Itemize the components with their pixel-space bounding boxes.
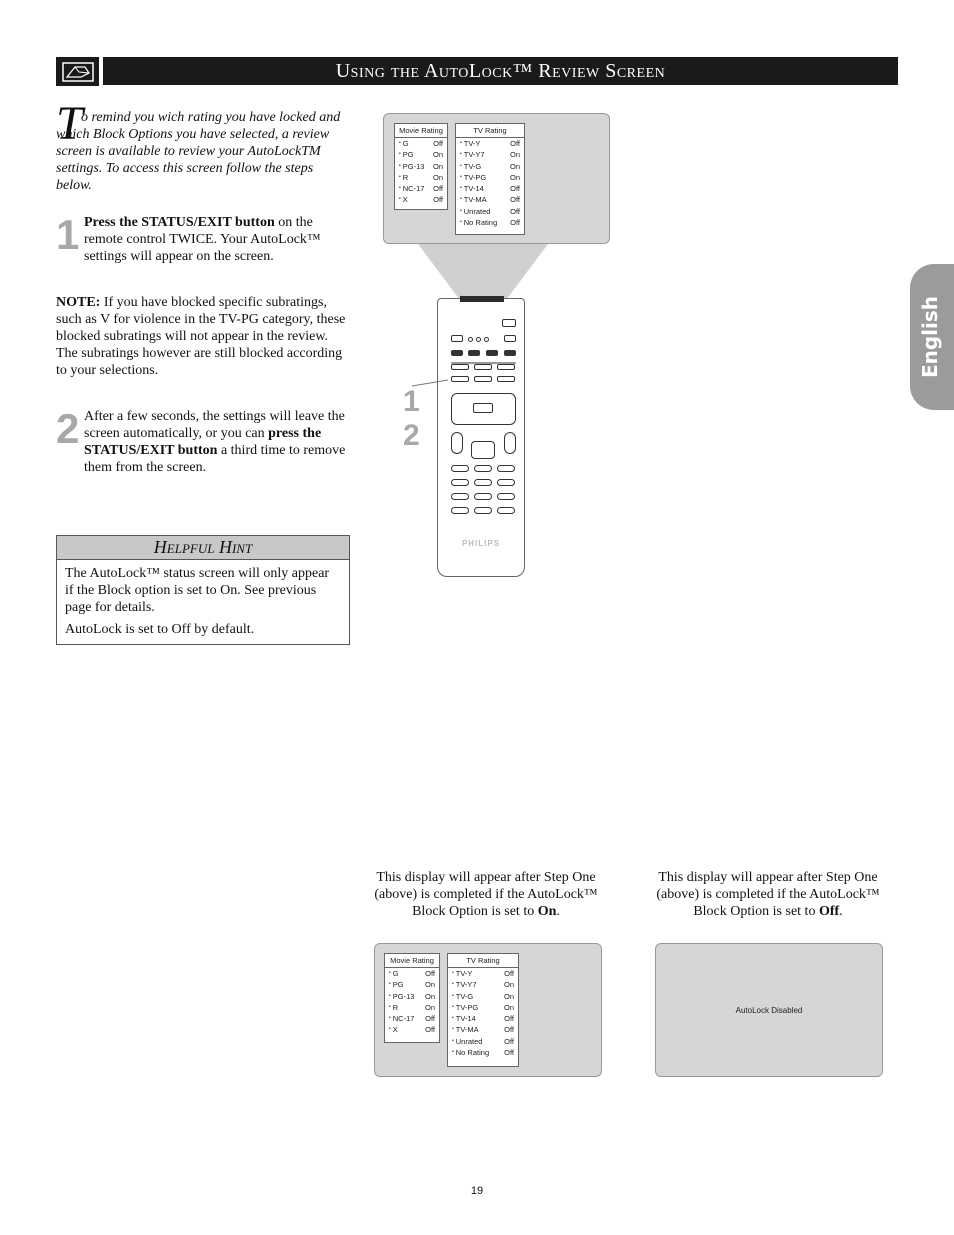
rating-name: • PG-13 <box>399 161 424 172</box>
page-number: 19 <box>470 1185 484 1197</box>
tv-rating-row <box>456 161 524 172</box>
rating-name: • X <box>399 194 408 205</box>
rating-value: Off <box>510 218 520 228</box>
helpful-hint-body <box>57 560 349 638</box>
rating-value: Off <box>425 969 435 978</box>
status-exit-button[interactable] <box>451 376 469 382</box>
remote-button[interactable] <box>504 350 516 356</box>
tv-rating-row <box>448 1013 518 1024</box>
rating-value: On <box>503 991 514 1001</box>
rating-value: Off <box>504 1025 514 1035</box>
remote-button[interactable] <box>474 364 492 370</box>
rating-name: • No Rating <box>460 217 497 228</box>
rating-name: • R <box>389 1002 398 1013</box>
language-tab-label: English <box>918 295 943 379</box>
callout-number-1: 1 <box>403 385 420 418</box>
tv-rating-row <box>456 206 524 217</box>
step-1-bold: Press the STATUS/EXIT button <box>84 215 275 230</box>
tv-rating-row <box>456 183 524 194</box>
rating-value: Off <box>510 195 520 205</box>
movie-rating-header: Movie Rating <box>395 124 447 138</box>
tv-rating-header: TV Rating <box>448 954 518 968</box>
rating-value: On <box>509 161 520 171</box>
step-2-text <box>84 408 346 476</box>
remote-button[interactable] <box>451 350 463 356</box>
tv-rating-row <box>456 138 524 149</box>
rating-name: • TV-MA <box>460 194 487 205</box>
digit-button[interactable] <box>474 493 492 500</box>
rating-value: On <box>509 172 520 182</box>
rating-value: On <box>503 980 514 990</box>
rating-value: Off <box>510 206 520 216</box>
tv-rating-column <box>447 953 519 1067</box>
remote-button[interactable] <box>476 337 481 342</box>
remote-ir-window <box>460 296 504 302</box>
tv-rating-column <box>455 123 525 235</box>
tv-rating-row <box>456 194 524 205</box>
rating-name: • PG <box>399 149 414 160</box>
rating-name: • G <box>399 138 409 149</box>
rating-name: • PG-13 <box>389 991 414 1002</box>
rating-name: • TV-14 <box>460 183 484 194</box>
remote-brand-logo: PHILIPS <box>461 539 501 548</box>
page-title: Using the AutoLock™ Review Screen <box>103 57 898 85</box>
movie-rating-header: Movie Rating <box>385 954 439 968</box>
caption-on <box>366 869 606 920</box>
remote-button[interactable] <box>451 364 469 370</box>
rating-name: • PG <box>389 979 404 990</box>
caption-off-bold: Off <box>818 904 840 919</box>
caption-on-end: . <box>556 904 560 919</box>
rating-value: On <box>424 991 435 1001</box>
caption-on-text: This display will appear after Step One (above) is completed if the AutoLock™ Block Option is set to <box>374 870 598 919</box>
tv-screen-block-on <box>374 943 602 1077</box>
digit-button[interactable] <box>497 479 515 486</box>
rating-value: Off <box>504 1014 514 1024</box>
rating-name: • No Rating <box>452 1047 489 1058</box>
rating-value: Off <box>433 184 443 194</box>
rating-value: On <box>424 980 435 990</box>
step-2-bold: press the STATUS/EXIT button <box>84 426 322 458</box>
movie-rating-row <box>385 1002 439 1013</box>
rating-value: On <box>424 1002 435 1012</box>
intro-text: o remind you wich rating you have locked and which Block Options you have selected, a review screen is available to review your AutoLockTM settings. To access this screen follow the steps below. <box>56 110 341 193</box>
tv-rating-row <box>456 217 524 228</box>
rating-value: Off <box>433 195 443 205</box>
rating-name: • TV-Y7 <box>460 149 485 160</box>
language-tab <box>910 264 954 410</box>
remote-button[interactable] <box>486 350 498 356</box>
tv-rating-row <box>448 1024 518 1035</box>
helpful-hint-title: Helpful Hint <box>57 536 349 560</box>
volume-rocker[interactable] <box>451 432 463 454</box>
menu-button[interactable] <box>474 376 492 382</box>
remote-hand-icon <box>61 61 95 83</box>
rating-name: • Unrated <box>452 1036 482 1047</box>
digit-button[interactable] <box>451 493 469 500</box>
rating-name: • NC-17 <box>399 183 424 194</box>
movie-rating-row <box>395 161 447 172</box>
remote-button[interactable] <box>497 364 515 370</box>
rating-name: • X <box>389 1024 398 1035</box>
movie-rating-column <box>384 953 440 1043</box>
note-text <box>56 294 346 379</box>
digit-button[interactable] <box>497 493 515 500</box>
remote-button[interactable] <box>497 507 515 514</box>
digit-button[interactable] <box>474 507 492 514</box>
step-1-text <box>84 214 346 265</box>
step-2-part1: After a few seconds, the settings will leave the screen automatically, or you can <box>84 409 345 441</box>
rating-name: • NC-17 <box>389 1013 414 1024</box>
digit-button[interactable] <box>474 465 492 472</box>
step-2-number: 2 <box>56 405 80 452</box>
rating-value: Off <box>510 184 520 194</box>
step-2-part2: a third time to remove them from the screen. <box>84 443 346 475</box>
movie-rating-row <box>395 183 447 194</box>
rating-value: Off <box>504 1048 514 1058</box>
step-1-rest: on the remote control TWICE. Your AutoLock™ settings will appear on the screen. <box>84 215 321 264</box>
remote-button[interactable] <box>468 337 473 342</box>
projection-beam <box>418 244 548 304</box>
rating-value: On <box>432 150 443 160</box>
digit-button[interactable] <box>474 479 492 486</box>
rating-name: • TV-14 <box>452 1013 476 1024</box>
rating-name: • Unrated <box>460 206 490 217</box>
remote-button[interactable] <box>468 350 480 356</box>
hint-paragraph-1: The AutoLock™ status screen will only appear if the Block option is set to On. See previous page for details. <box>65 566 330 615</box>
caption-off-end: . <box>839 904 843 919</box>
movie-rating-row <box>395 194 447 205</box>
movie-rating-row <box>395 149 447 160</box>
rating-value: Off <box>504 969 514 978</box>
callout-number-2: 2 <box>403 419 420 452</box>
rating-name: • TV-MA <box>452 1024 479 1035</box>
caption-on-bold: On <box>537 904 557 919</box>
rating-value: Off <box>425 1014 435 1024</box>
rating-name: • TV-Y <box>460 138 480 149</box>
rating-value: Off <box>433 139 443 148</box>
rating-name: • TV-Y7 <box>452 979 477 990</box>
rating-value: Off <box>425 1025 435 1035</box>
callout-step-numbers <box>403 385 420 453</box>
caption-off <box>648 869 888 920</box>
rating-name: • G <box>389 968 399 979</box>
remote-button[interactable] <box>504 335 516 342</box>
hint-paragraph-2: AutoLock is set to Off by default. <box>65 622 255 637</box>
movie-rating-row <box>385 991 439 1002</box>
rating-name: • TV-Y <box>452 968 472 979</box>
ok-button[interactable] <box>473 403 493 413</box>
movie-rating-row <box>385 979 439 990</box>
rating-value: On <box>432 161 443 171</box>
remote-button[interactable] <box>451 507 469 514</box>
tv-rating-row <box>456 149 524 160</box>
tv-rating-row <box>448 968 518 979</box>
digit-button[interactable] <box>451 479 469 486</box>
movie-rating-row <box>395 138 447 149</box>
rating-value: On <box>432 172 443 182</box>
rating-name: • TV-G <box>452 991 473 1002</box>
tv-screen-block-off <box>655 943 883 1077</box>
remote-button[interactable] <box>484 337 489 342</box>
movie-rating-row <box>395 172 447 183</box>
rating-name: • TV-G <box>460 161 481 172</box>
tv-rating-row <box>456 172 524 183</box>
remote-button[interactable] <box>497 376 515 382</box>
autolock-disabled-text: AutoLock Disabled <box>735 1005 803 1015</box>
channel-rocker[interactable] <box>504 432 516 454</box>
digit-button[interactable] <box>497 465 515 472</box>
power-button[interactable] <box>502 319 516 327</box>
rating-value: Off <box>504 1036 514 1046</box>
header-icon-box <box>56 57 99 86</box>
movie-rating-row <box>385 1024 439 1035</box>
rating-name: • TV-PG <box>452 1002 478 1013</box>
tv-rating-row <box>448 1047 518 1058</box>
picture-sound-button[interactable] <box>471 441 495 459</box>
remote-button[interactable] <box>451 335 463 342</box>
note-body: If you have blocked specific subratings, such as V for violence in the TV-PG category, these blocked subratings will not appear in the review. The subratings however are still blocked according to your selections. <box>56 295 346 378</box>
tv-rating-row <box>448 1002 518 1013</box>
rating-value: On <box>503 1002 514 1012</box>
movie-rating-column <box>394 123 448 210</box>
tv-rating-row <box>448 991 518 1002</box>
remote-control <box>437 298 525 577</box>
movie-rating-row <box>385 968 439 979</box>
tv-rating-row <box>448 979 518 990</box>
rating-value: On <box>509 150 520 160</box>
digit-button[interactable] <box>451 465 469 472</box>
movie-rating-row <box>385 1013 439 1024</box>
note-label: NOTE: <box>56 295 101 310</box>
tv-rating-row <box>448 1036 518 1047</box>
rating-name: • R <box>399 172 408 183</box>
helpful-hint-box <box>56 535 350 645</box>
step-1-number: 1 <box>56 211 80 258</box>
rating-value: Off <box>510 139 520 148</box>
tv-screen-top <box>383 113 610 244</box>
rating-name: • TV-PG <box>460 172 486 183</box>
caption-off-text: This display will appear after Step One (above) is completed if the AutoLock™ Block Option is set to <box>656 870 880 919</box>
intro-dropcap: T <box>56 97 83 150</box>
tv-rating-header: TV Rating <box>456 124 524 138</box>
